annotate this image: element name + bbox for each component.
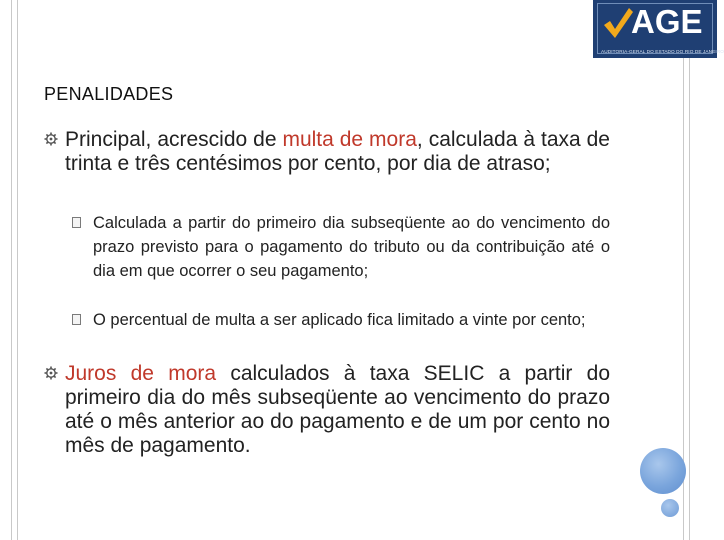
logo-brand-text: AGE xyxy=(631,3,703,40)
gear-bullet-icon xyxy=(44,366,58,380)
sub-bullet-item xyxy=(72,211,610,283)
bullet-text-prefix: Principal, acrescido de xyxy=(65,128,283,151)
left-border-line xyxy=(11,0,12,540)
sub-bullet-text: O percentual de multa a ser aplicado fica limitado a vinte por cento; xyxy=(93,311,586,329)
decorative-circle-small xyxy=(661,499,679,517)
bullet-item xyxy=(44,128,610,176)
right-border-line xyxy=(689,0,690,540)
box-bullet-icon xyxy=(72,314,81,325)
logo-subtitle: AUDITORIA-GERAL DO ESTADO DO RIO DE JANEIRO xyxy=(601,49,724,54)
sub-bullet-text: Calculada a partir do primeiro dia subseqüente ao do vencimento do prazo previsto para o pagamento do tributo ou da contribuição até o dia em que ocorrer o seu pagamento; xyxy=(93,214,610,280)
sub-bullet-item xyxy=(72,308,610,332)
bullet-highlight: multa de mora xyxy=(282,128,417,151)
bullet-item xyxy=(44,362,610,458)
box-bullet-icon xyxy=(72,217,81,228)
left-border-line xyxy=(17,0,18,540)
gear-bullet-icon xyxy=(44,132,58,146)
bullet-highlight: Juros de mora xyxy=(65,362,217,385)
age-logo xyxy=(593,0,724,58)
bullet-text-suffix: calculados à taxa SELIC a partir do primeiro dia do mês subseqüente ao vencimento do prazo até o mês anterior ao do pagamento e de um por cento no mês de pagamento. xyxy=(65,362,610,457)
checkmark-icon xyxy=(602,5,634,41)
slide-title: PENALIDADES xyxy=(44,84,174,104)
decorative-circle xyxy=(640,448,686,494)
bullet-text xyxy=(65,362,610,458)
bullet-text xyxy=(65,128,610,176)
bullet-text-suffix: , calculada à taxa de trinta e três centésimos por cento, por dia de atraso; xyxy=(65,128,610,175)
